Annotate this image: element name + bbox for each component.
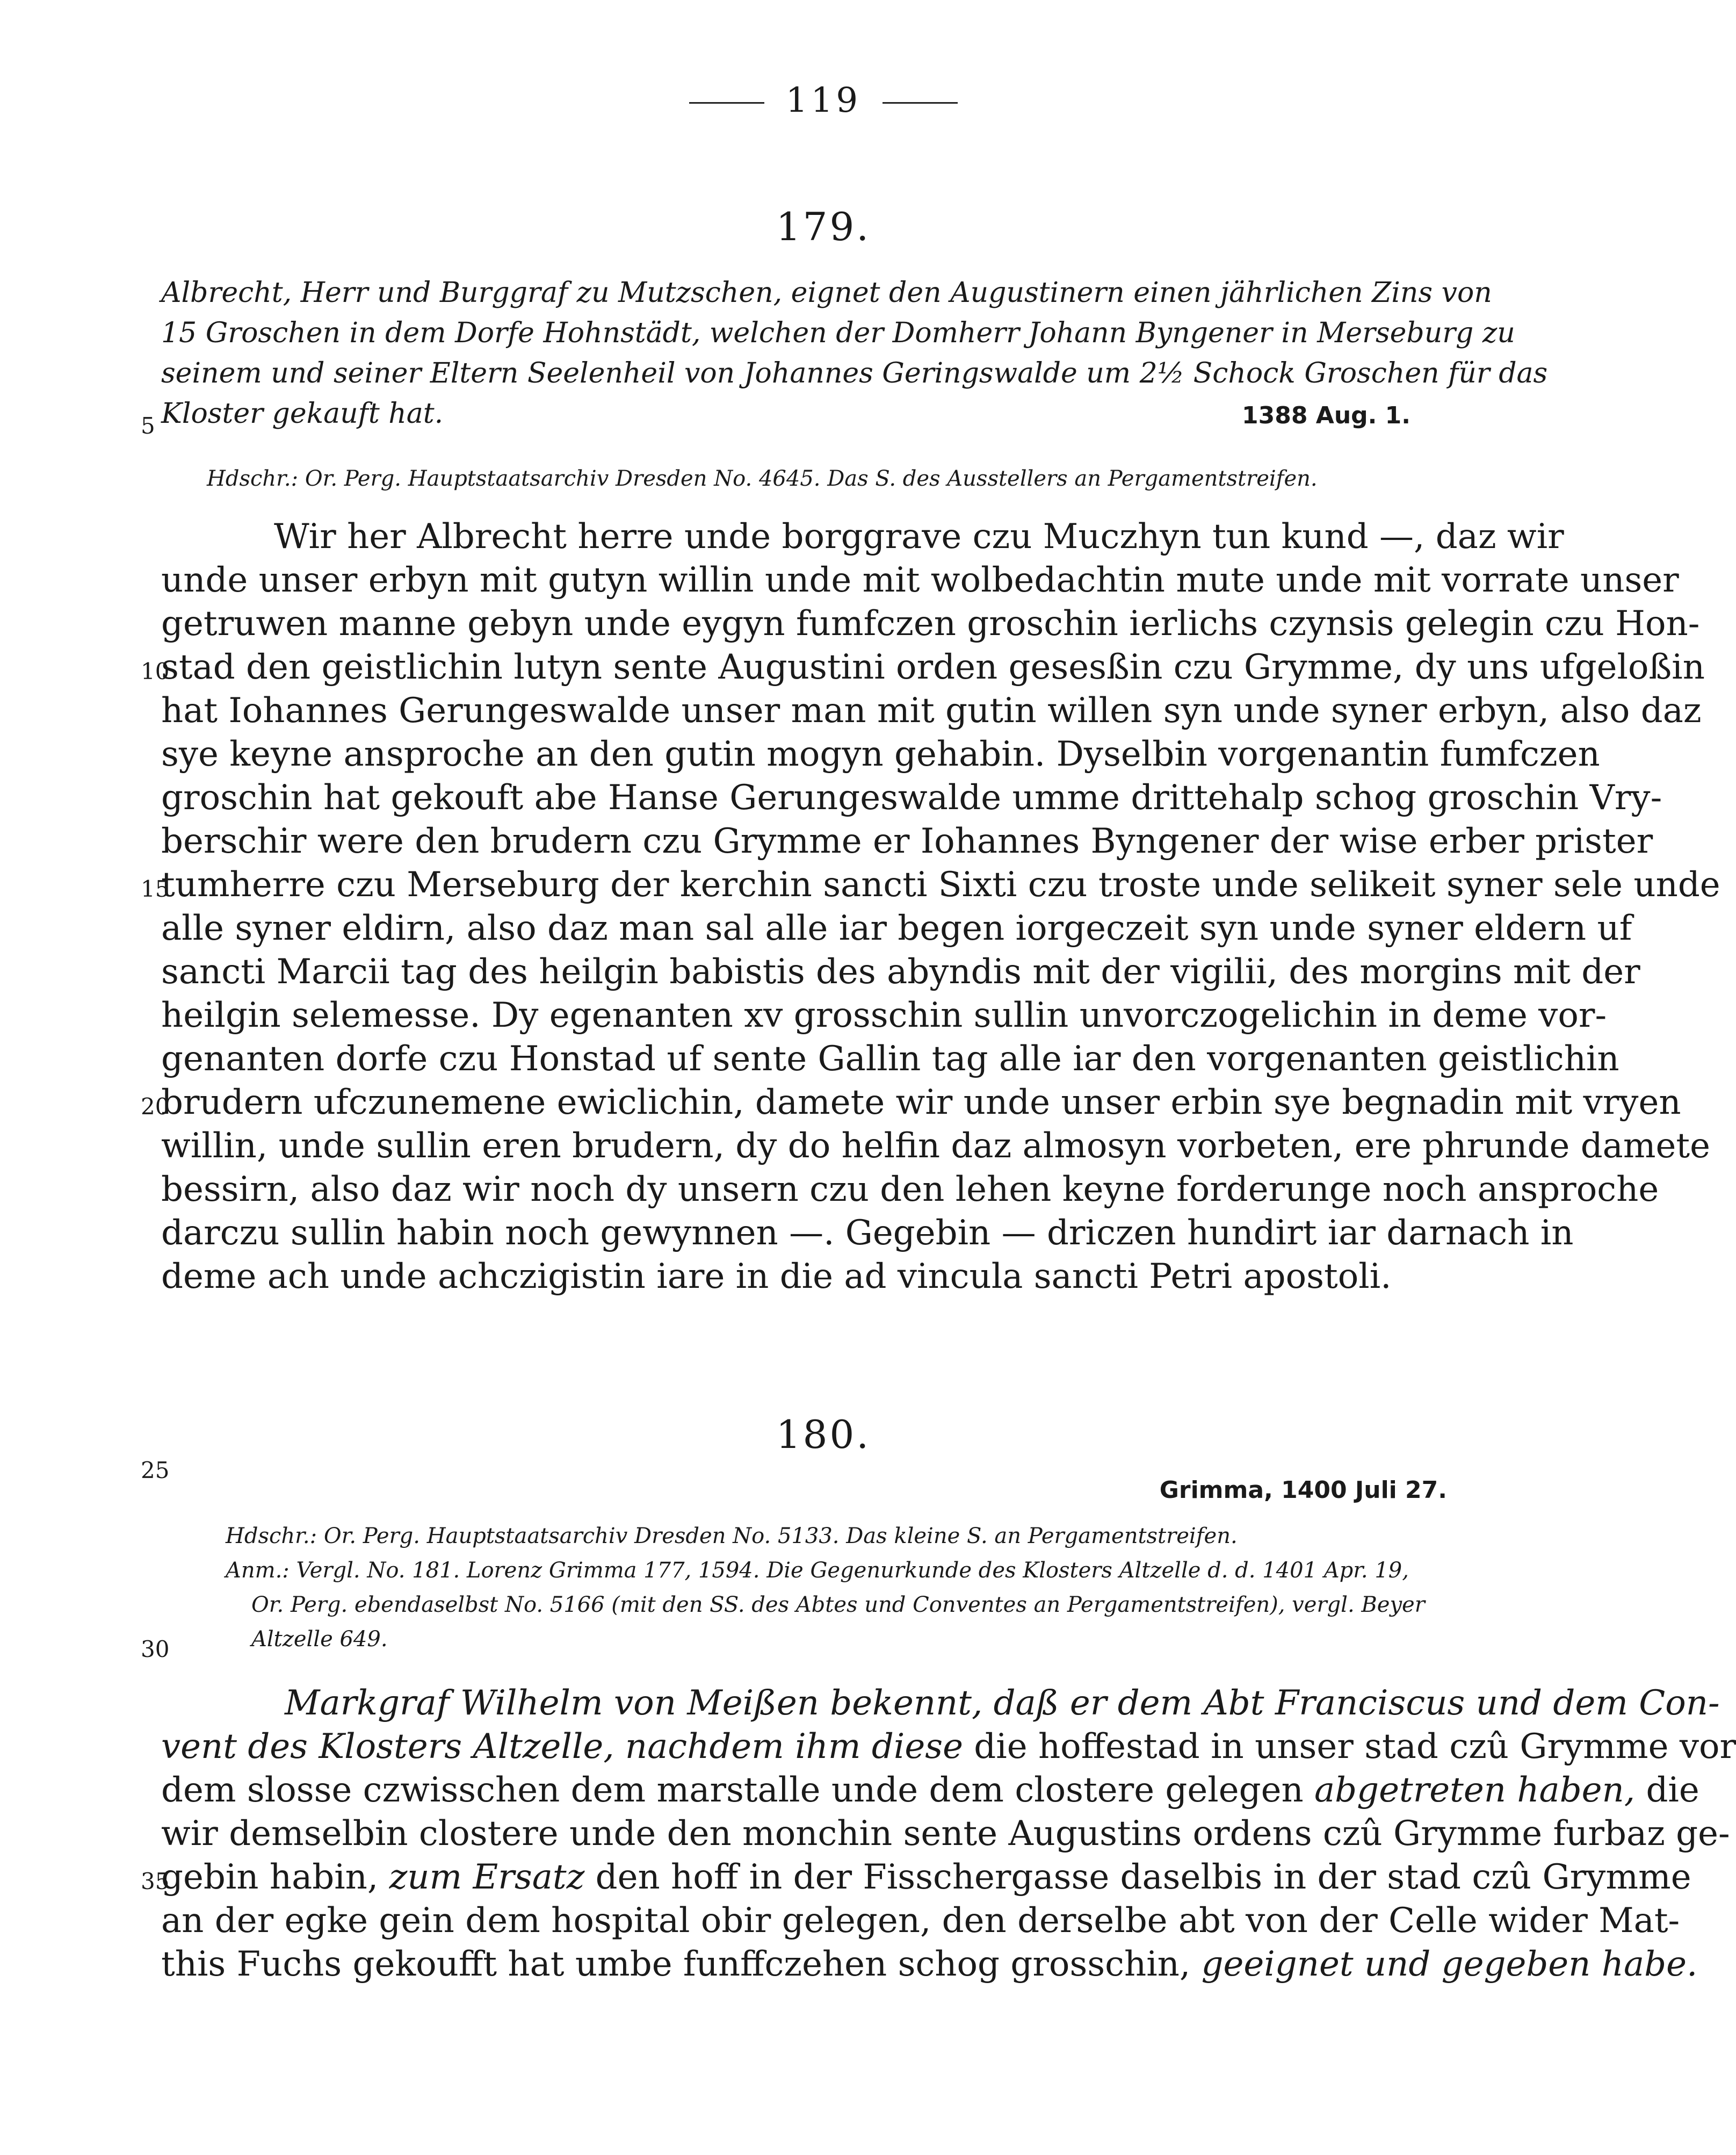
line-number: 10	[141, 658, 170, 684]
text-line	[161, 1944, 1697, 1984]
text-line: berschir were den brudern czu Grymme er Iohannes Byngener der wise erber prister	[161, 821, 1653, 861]
line-number: 25	[141, 1457, 170, 1483]
text-plain: this Fuchs gekoufft hat umbe funffczehen schog grosschin,	[161, 1944, 1202, 1984]
text-italic: abgetreten haben,	[1314, 1770, 1636, 1810]
text-line	[161, 1857, 1691, 1897]
text-plain: wir demselbin clostere unde den monchin sente Augustins ordens czû Grymme furbaz ge-	[161, 1814, 1730, 1854]
rule-left	[689, 102, 764, 104]
text-line: groschin hat gekouft abe Hanse Gerungeswalde umme drittehalp schog groschin Vry-	[161, 778, 1662, 818]
text-line	[161, 1901, 1680, 1941]
text-line: deme ach unde achczigistin iare in die ad vincula sancti Petri apostoli.	[161, 1257, 1392, 1296]
text-plain: den hoff in der Fisschergasse daselbis in der stad czû Grymme	[584, 1857, 1691, 1897]
text-line	[161, 1770, 1699, 1810]
line-number: 20	[141, 1093, 170, 1120]
text-italic: zum Ersatz	[389, 1857, 585, 1897]
text-line	[285, 1683, 1720, 1723]
text-line	[161, 1727, 1736, 1767]
source-note-179: Hdschr.: Or. Perg. Hauptstaatsarchiv Dresden No. 4645. Das S. des Ausstellers an Pergamentstreifen.	[207, 466, 1318, 491]
text-line: bessirn, also daz wir noch dy unsern czu den lehen keyne forderunge noch ansproche	[161, 1170, 1659, 1209]
line-number: 15	[141, 876, 170, 902]
text-line: darczu sullin habin noch gewynnen —. Gegebin — driczen hundirt iar darnach in	[161, 1213, 1574, 1253]
text-italic: Markgraf Wilhelm von Meißen bekennt, daß er dem Abt Franciscus und dem Con-	[285, 1683, 1720, 1723]
line-number: 5	[141, 413, 155, 439]
source-note-180: Or. Perg. ebendaselbst No. 5166 (mit den SS. des Abtes und Conventes an Pergamentstreifen), vergl. Beyer	[251, 1592, 1425, 1617]
text-line: sye keyne ansproche an den gutin mogyn gehabin. Dyselbin vorgenantin fumfczen	[161, 734, 1600, 774]
text-plain: gebin habin,	[161, 1857, 389, 1897]
text-line: hat Iohannes Gerungeswalde unser man mit gutin willen syn unde syner erbyn, also daz	[161, 691, 1702, 731]
document-number-180: 180.	[776, 1412, 871, 1457]
text-line: willin, unde sullin eren brudern, dy do helfin daz almosyn vorbeten, ere phrunde damete	[161, 1126, 1710, 1166]
text-plain: an der egke gein dem hospital obir gelegen, den derselbe abt von der Celle wider Mat-	[161, 1901, 1680, 1941]
regest-line: seinem und seiner Eltern Seelenheil von Johannes Geringswalde um 2½ Schock Groschen für das	[161, 357, 1548, 390]
page-number-text: 119	[785, 81, 862, 120]
text-plain: die hoffestad in unser stad czû Grymme vor	[963, 1727, 1736, 1767]
text-line: genanten dorfe czu Honstad uf sente Gallin tag alle iar den vorgenanten geistlichin	[161, 1039, 1619, 1079]
document-number-179: 179.	[776, 204, 871, 249]
regest-line: 15 Groschen in dem Dorfe Hohnstädt, welchen der Domherr Johann Byngener in Merseburg zu	[161, 317, 1515, 349]
text-line: sancti Marcii tag des heilgin babistis des abyndis mit der vigilii, des morgins mit der	[161, 952, 1640, 992]
text-line: brudern ufczunemene ewiclichin, damete wir unde unser erbin sye begnadin mit vryen	[161, 1083, 1681, 1122]
source-note-180: Hdschr.: Or. Perg. Hauptstaatsarchiv Dresden No. 5133. Das kleine S. an Pergamentstreifen.	[226, 1524, 1238, 1548]
text-line: unde unser erbyn mit gutyn willin unde mit wolbedachtin mute unde mit vorrate unser	[161, 560, 1679, 600]
document-date-180: Grimma, 1400 Juli 27.	[1159, 1476, 1447, 1504]
line-number: 30	[141, 1636, 170, 1662]
line-number: 35	[141, 1868, 170, 1894]
text-italic: vent des Klosters Altzelle, nachdem ihm diese	[161, 1727, 963, 1767]
regest-line: Albrecht, Herr und Burggraf zu Mutzschen, eignet den Augustinern einen jährlichen Zins von	[161, 277, 1492, 309]
source-note-180: Anm.: Vergl. No. 181. Lorenz Grimma 177, 1594. Die Gegenurkunde des Klosters Altzelle d. d. 1401 Apr. 19,	[226, 1558, 1409, 1583]
text-plain: die	[1635, 1770, 1699, 1810]
text-line: alle syner eldirn, also daz man sal alle iar begen iorgeczeit syn unde syner eldern uf	[161, 909, 1632, 948]
document-date-179: 1388 Aug. 1.	[1241, 402, 1410, 429]
text-line: heilgin selemesse. Dy egenanten xv grosschin sullin unvorczogelichin in deme vor-	[161, 996, 1607, 1035]
text-italic: geeignet und gegeben habe.	[1201, 1944, 1698, 1984]
page-number	[0, 81, 1647, 120]
text-line: tumherre czu Merseburg der kerchin sancti Sixti czu troste unde selikeit syner sele unde	[161, 865, 1720, 905]
regest-line: Kloster gekauft hat.	[161, 398, 444, 430]
text-line: stad den geistlichin lutyn sente Augustini orden gesesßin czu Grymme, dy uns ufgeloßin	[161, 647, 1705, 687]
text-line: Wir her Albrecht herre unde borggrave czu Muczhyn tun kund —, daz wir	[274, 517, 1564, 557]
text-plain: dem slosse czwisschen dem marstalle unde dem clostere gelegen	[161, 1770, 1314, 1810]
source-note-180: Altzelle 649.	[251, 1627, 388, 1652]
rule-right	[883, 102, 958, 104]
text-line	[161, 1814, 1730, 1854]
text-line: getruwen manne gebyn unde eygyn fumfczen groschin ierlichs czynsis gelegin czu Hon-	[161, 604, 1700, 644]
